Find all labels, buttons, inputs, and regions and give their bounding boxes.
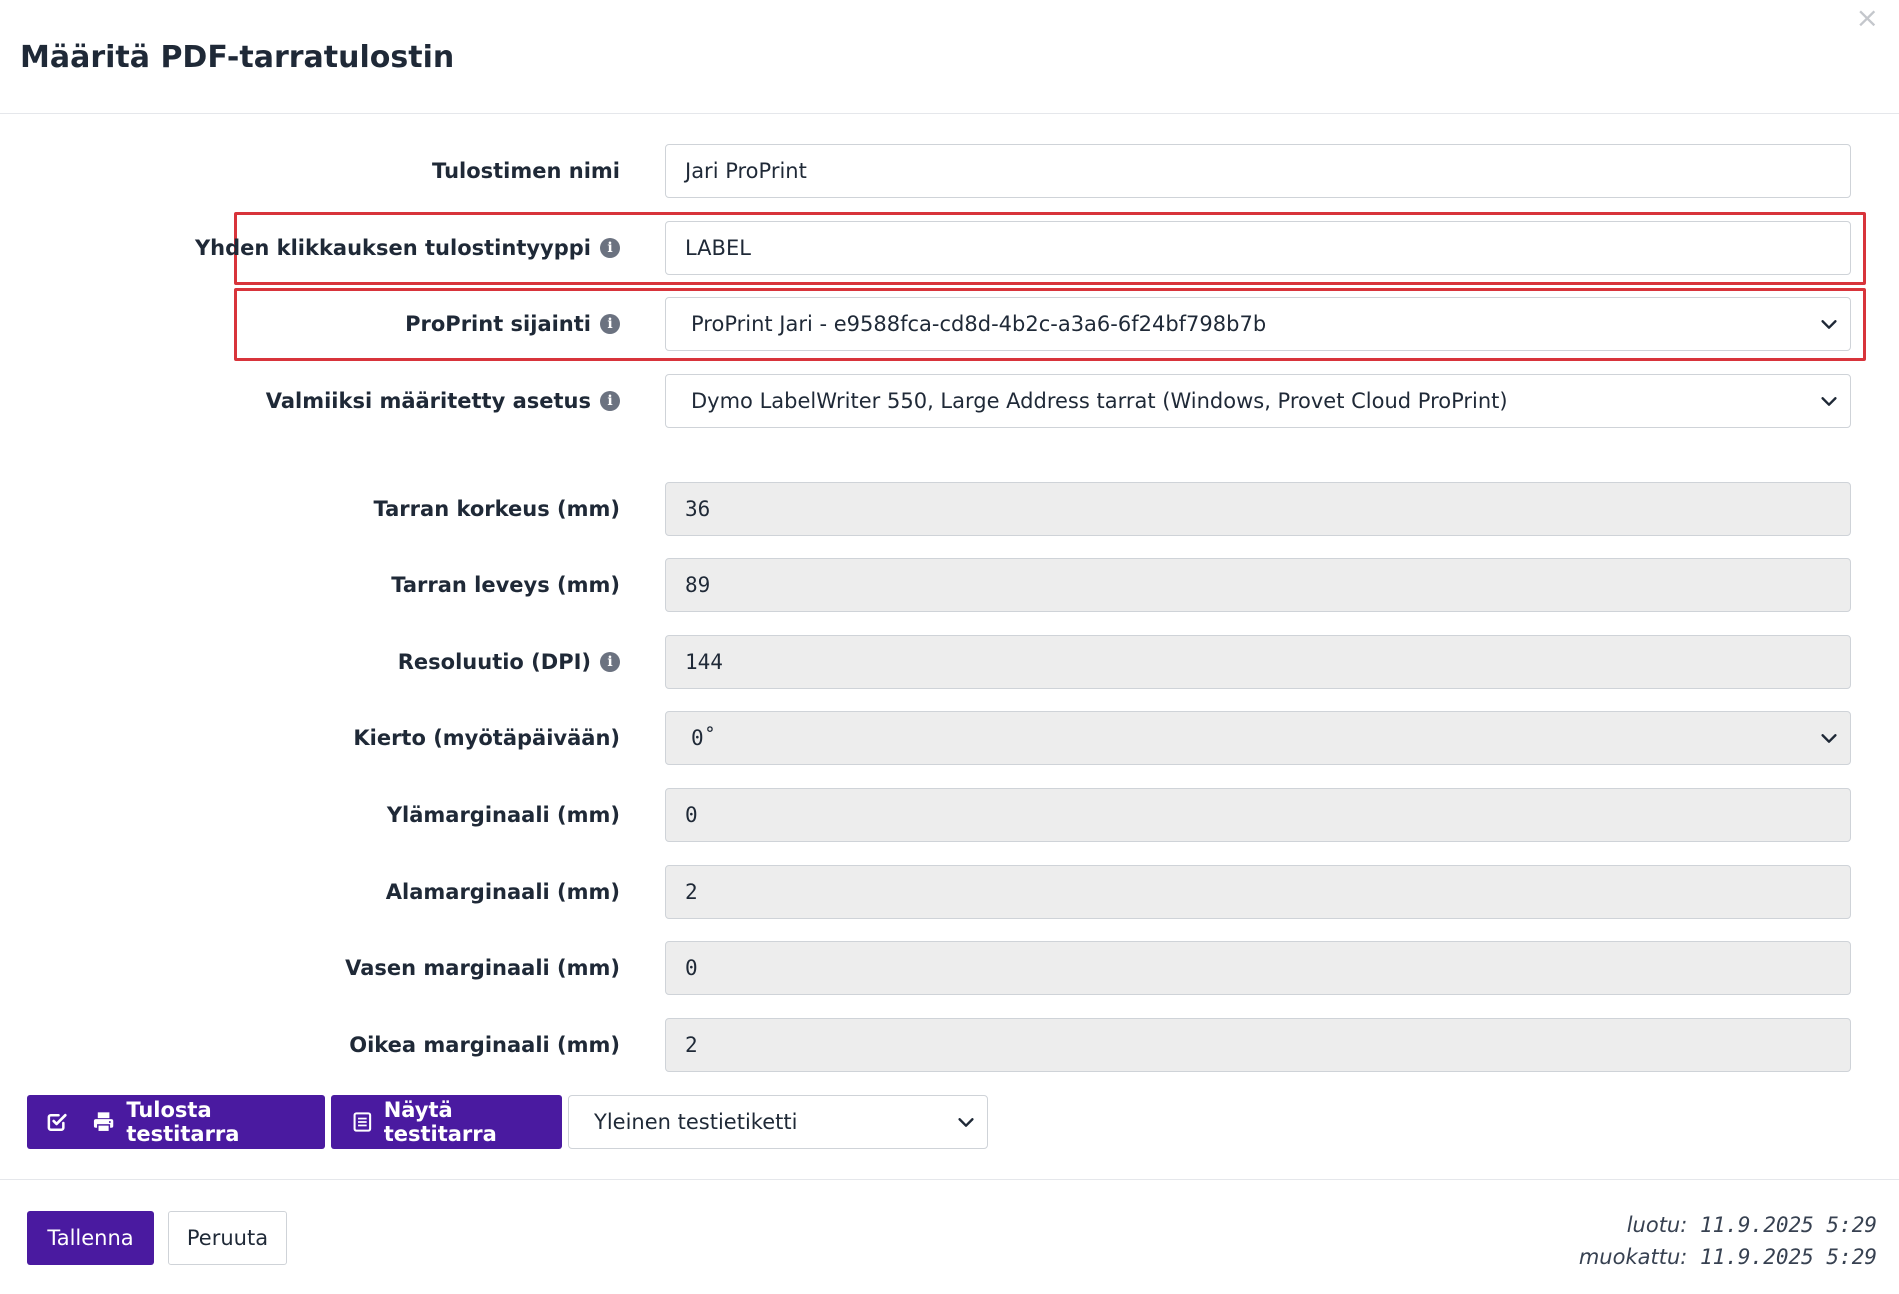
printer-name-label: Tulostimen nimi [432, 159, 620, 183]
left-margin-label: Vasen marginaali (mm) [345, 956, 620, 980]
rotation-value: 0˚ [691, 726, 717, 750]
label-height-input[interactable]: 36 [665, 482, 1851, 536]
label-height-label: Tarran korkeus (mm) [373, 497, 620, 521]
info-icon[interactable]: i [600, 652, 620, 672]
print-test-label-text: Tulosta testitarra [126, 1098, 240, 1146]
right-margin-label: Oikea marginaali (mm) [349, 1033, 620, 1057]
show-test-label-button[interactable] [331, 1095, 562, 1149]
footer-divider [0, 1179, 1899, 1180]
resolution-row [0, 635, 1899, 689]
label-width-row [0, 558, 1899, 612]
resolution-label-text: Resoluutio (DPI) [397, 650, 591, 674]
proprint-location-label [405, 297, 620, 351]
left-margin-row [0, 941, 1899, 995]
test-label-select[interactable] [568, 1095, 988, 1149]
top-margin-input[interactable]: 0 [665, 788, 1851, 842]
preset-label [266, 374, 620, 428]
created-label: luotu: [1626, 1213, 1688, 1237]
one-click-type-row [0, 221, 1899, 275]
one-click-type-input[interactable]: LABEL [665, 221, 1851, 275]
printer-name-input[interactable]: Jari ProPrint [665, 144, 1851, 198]
bottom-margin-row [0, 865, 1899, 919]
show-test-label-text: Näytä testitarra [383, 1098, 497, 1146]
resolution-input[interactable]: 144 [665, 635, 1851, 689]
dialog-title: Määritä PDF-tarratulostin [20, 40, 455, 75]
printer-name-row [0, 144, 1899, 198]
label-width-input[interactable]: 89 [665, 558, 1851, 612]
info-icon[interactable]: i [600, 391, 620, 411]
proprint-location-select[interactable] [665, 297, 1851, 351]
chevron-down-icon [1818, 313, 1840, 335]
chevron-down-icon [1818, 727, 1840, 749]
modified-label: muokattu: [1578, 1245, 1688, 1269]
save-button[interactable] [27, 1211, 154, 1265]
left-margin-input[interactable]: 0 [665, 941, 1851, 995]
printer-icon [92, 1110, 115, 1134]
print-test-label-button[interactable] [27, 1095, 325, 1149]
info-icon[interactable]: i [600, 314, 620, 334]
bottom-margin-input[interactable]: 2 [665, 865, 1851, 919]
rotation-row [0, 711, 1899, 765]
right-margin-input[interactable]: 2 [665, 1018, 1851, 1072]
check-square-icon [45, 1110, 68, 1134]
modified-value: 11.9.2025 5:29 [1699, 1245, 1877, 1269]
dialog-header [0, 0, 1899, 114]
close-icon[interactable]: × [1855, 1, 1879, 34]
cancel-button-label: Peruuta [186, 1226, 269, 1250]
document-list-icon [352, 1111, 373, 1133]
rotation-select[interactable] [665, 711, 1851, 765]
created-value: 11.9.2025 5:29 [1699, 1213, 1877, 1237]
proprint-location-label-text: ProPrint sijainti [405, 312, 591, 336]
save-button-label: Tallenna [47, 1226, 134, 1250]
info-icon[interactable]: i [600, 238, 620, 258]
label-width-label: Tarran leveys (mm) [391, 573, 620, 597]
one-click-type-label-text: Yhden klikkauksen tulostintyyppi [194, 236, 591, 260]
chevron-down-icon [1818, 390, 1840, 412]
one-click-type-label [195, 221, 620, 275]
proprint-location-row [0, 297, 1899, 351]
rotation-label: Kierto (myötäpäivään) [353, 726, 620, 750]
proprint-location-value: ProPrint Jari - e9588fca-cd8d-4b2c-a3a6-6f24bf798b7b [691, 312, 1267, 336]
preset-value: Dymo LabelWriter 550, Large Address tarrat (Windows, Provet Cloud ProPrint) [691, 389, 1508, 413]
test-label-select-value: Yleinen testietiketti [594, 1110, 798, 1134]
modified-timestamp [1579, 1245, 1877, 1269]
bottom-margin-label: Alamarginaali (mm) [385, 880, 620, 904]
preset-row [0, 374, 1899, 428]
top-margin-label: Ylämarginaali (mm) [386, 803, 620, 827]
label-height-row [0, 482, 1899, 536]
cancel-button[interactable] [168, 1211, 287, 1265]
preset-label-text: Valmiiksi määritetty asetus [265, 389, 591, 413]
right-margin-row [0, 1018, 1899, 1072]
resolution-label [398, 635, 620, 689]
preset-select[interactable] [665, 374, 1851, 428]
created-timestamp [1627, 1213, 1877, 1237]
chevron-down-icon [955, 1111, 977, 1133]
top-margin-row [0, 788, 1899, 842]
